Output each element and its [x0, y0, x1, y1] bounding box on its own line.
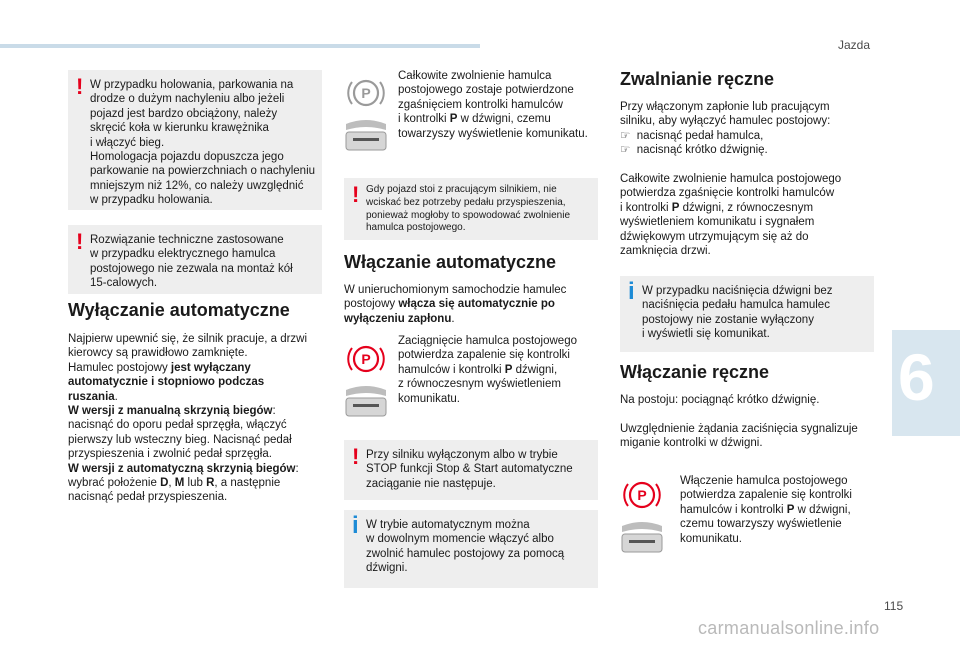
warning-icon: !	[352, 444, 360, 469]
warning-text: Gdy pojazd stoi z pracującym silnikiem, nie wciskać bez potrzeby pedału przyspieszenia, ponieważ mogłoby to spowodować zwolnienie hamulca postojowego.	[366, 184, 571, 234]
svg-text:P: P	[361, 351, 371, 367]
warning-box-wheels	[68, 225, 322, 294]
heading-auto-apply: Włączanie automatyczne	[344, 252, 557, 272]
manual-release-intro: Przy włączonym zapłonie lub pracującym silniku, aby wyłączyć hamulec postojowy: ☞ nacisnąć pedał hamulca, ☞ nacisnąć krótko dźwignię.	[620, 101, 831, 157]
warning-text: W przypadku holowania, parkowania na drodze o dużym nachyleniu albo jeżeli pojazd jest bardzo obciążony, należy skręcić koła w kierunku krawężnika i włączyć bieg. Homologacja pojazdu dopuszcza jego parkowanie na powierzchniach o nachyleniu mniejszym niż 12%, co należy uwzględnić w przypadku holowania.	[90, 79, 316, 207]
manual-release-confirm: Całkowite zwolnienie hamulca postojowego potwierdza zgaśnięcie kontrolki hamulców i kontrolki P dźwigni, z równoczesnym wyświetleniem komunikatu i sygnałem dźwiękowym utrzymującym się aż do zamknięcia drzwi.	[620, 173, 842, 258]
info-icon: i	[628, 278, 635, 305]
apply-confirm-text: Zaciągnięcie hamulca postojowego potwierdza zapalenie się kontrolki hamulców i kontrolki P dźwigni, z równoczesnym wyświetleniem komunikatu.	[398, 335, 577, 405]
engage-confirm-text: Włączenie hamulca postojowego potwierdza zapalenie się kontrolki hamulców i kontrolki P w dźwigni, czemu towarzyszy wyświetlenie komunikatu.	[680, 475, 852, 545]
parking-lever-switch	[344, 384, 388, 418]
info-box-lever-no-pedal	[620, 276, 874, 352]
auto-apply-text: W unieruchomionym samochodzie hamulec postojowy włącza się automatycznie po wyłączeniu zapłonu.	[344, 284, 567, 325]
parking-brake-red-icon	[344, 342, 388, 376]
header-bar	[0, 44, 480, 48]
warning-box-stop-start	[344, 440, 598, 500]
warning-icon: !	[76, 229, 84, 254]
parking-brake-grey-icon	[344, 76, 388, 110]
release-confirm-text: Całkowite zwolnienie hamulca postojowego zostaje potwierdzone zgaśnięciem kontrolki hamulców i kontrolki P w dźwigni, czemu towarzyszy wyświetlenie komunikatu.	[398, 70, 588, 140]
warning-box-accelerator	[344, 178, 598, 240]
warning-icon: !	[76, 74, 84, 99]
svg-text:P: P	[361, 85, 371, 101]
heading-manual-release: Zwalnianie ręczne	[620, 69, 775, 89]
pointer-bullet-icon: ☞	[620, 129, 631, 142]
info-icon: i	[352, 512, 359, 539]
heading-manual-apply: Włączanie ręczne	[620, 362, 770, 382]
watermark: carmanualsonline.info	[698, 618, 880, 638]
pull-instruction: Na postoju: pociągnąć krótko dźwignię.	[620, 394, 820, 406]
parking-brake-red-icon	[620, 478, 664, 512]
heading-auto-release: Wyłączanie automatyczne	[68, 300, 290, 320]
warning-icon: !	[352, 182, 360, 207]
info-text: W przypadku naciśnięcia dźwigni bez naciśnięcia pedału hamulca hamulec postojowy nie zostanie wyłączony i wyświetli się komunikat.	[642, 285, 833, 341]
svg-text:P: P	[637, 487, 647, 503]
page-number: 115	[884, 599, 904, 613]
info-box-auto-mode	[344, 510, 598, 588]
warning-text: Przy silniku wyłączonym albo w trybie STOP funkcji Stop & Start automatyczne zaciąganie nie następuje.	[366, 449, 573, 490]
pointer-bullet-icon: ☞	[620, 144, 631, 157]
auto-release-body: Najpierw upewnić się, że silnik pracuje, a drzwi kierowcy są prawidłowo zamknięte. Hamulec postojowy jest wyłączany automatycznie i stopniowo podczas ruszania. W wersji z manualną skrzynią biegów: nacisnąć do oporu pedał sprzęgła, włączyć pierwszy lub wsteczny bieg. Nacisnąć pedał przyspieszenia i zwolnić pedał sprzęgła. W wersji z automatyczną skrzynią biegów: wybrać położenie D, M lub R, a następnie nacisnąć pedał przyspieszenia.	[68, 333, 308, 504]
chapter-number: 6	[898, 340, 935, 414]
section-title: Jazda	[837, 38, 870, 52]
warning-text: Rozwiązanie techniczne zastosowane w przypadku elektrycznego hamulca postojowego nie zezwala na montaż kół 15-calowych.	[90, 234, 293, 290]
signal-text: Uwzględnienie żądania zaciśnięcia sygnalizuje miganie kontrolki w dźwigni.	[620, 423, 858, 450]
info-text: W trybie automatycznym można w dowolnym momencie włączyć albo zwolnić hamulec postojowy za pomocą dźwigni.	[366, 519, 565, 575]
parking-lever-switch	[344, 118, 388, 152]
parking-lever-switch	[620, 520, 664, 554]
warning-box-towing	[68, 70, 322, 210]
